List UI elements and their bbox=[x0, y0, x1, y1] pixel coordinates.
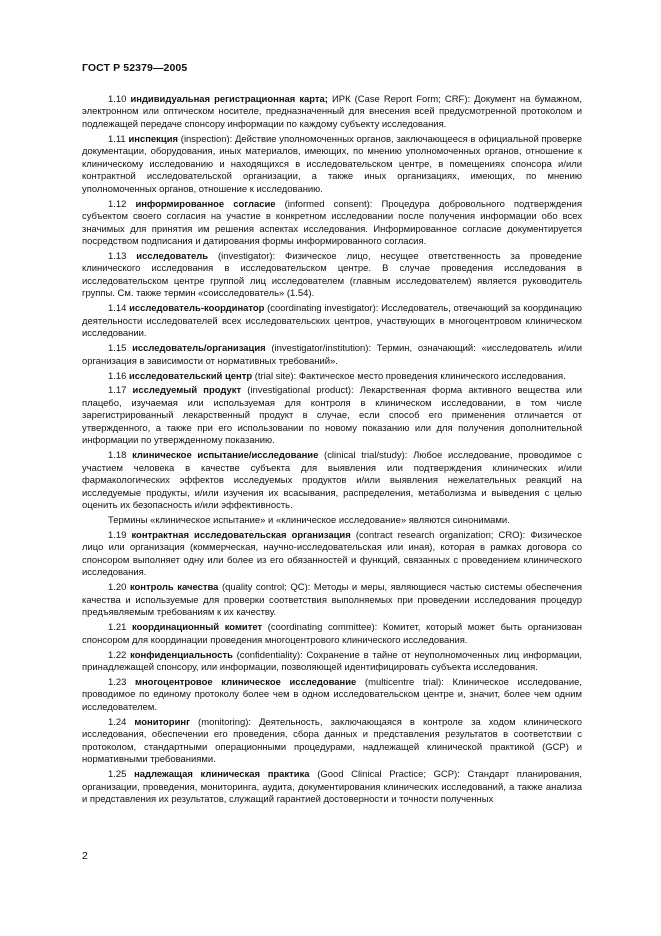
entry-term: исследователь-координатор bbox=[129, 303, 265, 315]
entry-term: контрактная исследовательская организация bbox=[131, 529, 351, 541]
entry-number: 1.15 bbox=[108, 343, 127, 355]
entry-number: 1.20 bbox=[108, 582, 127, 594]
glossary-entry bbox=[82, 677, 582, 714]
glossary-entry bbox=[82, 385, 582, 447]
glossary-entry bbox=[82, 582, 582, 619]
entry-number: 1.24 bbox=[108, 716, 127, 728]
entry-number: 1.18 bbox=[108, 450, 127, 462]
glossary-entry bbox=[82, 199, 582, 249]
glossary-entry bbox=[82, 769, 582, 806]
entry-term: исследователь/организация bbox=[132, 343, 266, 355]
entry-definition: (informed consent): Процедура добровольного подтверждения субъектом своего согласия на участие в конкретном исследовании после получения информации обо всех значимых для принятия им решения аспектах исследования. Информированное согласие документируется посредством подписания и датирования формы информированного согласия. bbox=[82, 198, 582, 247]
glossary-entry bbox=[82, 650, 582, 675]
glossary-entry bbox=[82, 530, 582, 580]
entry-definition: (trial site): Фактическое место проведения клинического исследования. bbox=[252, 370, 566, 382]
entry-definition: (quality control; QC): Методы и меры, являющиеся частью системы обеспечения качества и используемые для проверки соответствия выполняемых при проведении исследования процедур предъявляемым требованиям к их качеству. bbox=[82, 582, 583, 619]
entry-term: инспекция bbox=[128, 133, 179, 145]
entry-term: информированное согласие bbox=[135, 198, 276, 210]
entry-number: 1.11 bbox=[108, 133, 126, 145]
entry-number: 1.23 bbox=[108, 676, 127, 688]
glossary-entry bbox=[82, 94, 582, 131]
glossary-entry bbox=[82, 251, 582, 301]
entry-definition: (inspection): Действие уполномоченных органов, заключающееся в официальной проверке документации, оборудования, иных материалов, имеющих, по мнению уполномоченных органов, отношение к клиническому исследованию и находящихся в исследовательском центре, в помещениях спонсора и/или контрактной исследовательской организации, а также иных организациях, имеющих, по мнению уполномоченных органов, отношение к исследованию. bbox=[82, 133, 583, 195]
document-header: ГОСТ Р 52379—2005 bbox=[82, 62, 188, 74]
entry-definition: (coordinating investigator): Исследователь, отвечающий за координацию деятельности исследователей всех исследовательских центров, участвующих в многоцентровом клиническом исследовании. bbox=[82, 303, 582, 340]
entry-definition: ИРК (Case Report Form; CRF): Документ на бумажном, электронном или оптическом носителе, предназначенный для внесения всей предусмотренной протоколом и подлежащей передаче спонсору информации по каждому субъекту исследования. bbox=[82, 94, 582, 130]
glossary-entry bbox=[82, 371, 582, 383]
entry-number: 1.19 bbox=[108, 529, 127, 541]
entry-term: контроль качества bbox=[129, 582, 219, 594]
glossary-entry bbox=[82, 717, 582, 767]
entry-term: исследователь bbox=[136, 250, 209, 262]
entry-definition: (investigational product): Лекарственная форма активного вещества или плацебо, изучаемая или используемая для контроля в клиническом исследовании, в том числе зарегистрированный лекарственный продукт в случае, если способ его применения отличается от утвержденного, а также при его использовании по новому показанию или для получения дополнительной информации по утвержденному показанию. bbox=[82, 385, 582, 447]
entry-term: исследуемый продукт bbox=[132, 385, 242, 397]
entry-number: 1.17 bbox=[108, 385, 127, 397]
entry-term: мониторинг bbox=[134, 716, 191, 728]
entry-definition: Термины «клиническое испытание» и «клиническое исследование» являются синонимами. bbox=[108, 515, 510, 526]
entry-term: многоцентровое клиническое исследование bbox=[135, 676, 357, 688]
glossary-entry bbox=[82, 343, 582, 368]
entry-definition: (investigator): Физическое лицо, несущее ответственность за проведение клинического исследования в исследовательском центре. В случае проведения исследования в исследовательском центре группой лиц исследователем (главным исследователем) является руководитель группы. См. также термин «соисследователь» (1.54). bbox=[82, 250, 583, 300]
entry-definition: (monitoring): Деятельность, заключающаяся в контроле за ходом клинического исследования, обеспечении его проведения, сбора данных и представления результатов в соответствии с протоколом, стандартными операционными процедурами, надлежащей клинической практикой (GCP) и нормативными требованиями. bbox=[82, 716, 582, 766]
entry-definition: (multicentre trial): Клиническое исследование, проводимое по единому протоколу более чем в одном исследовательском центре и, значит, более чем одним исследователем. bbox=[82, 676, 582, 713]
entry-number: 1.12 bbox=[108, 198, 127, 210]
entry-term: надлежащая клиническая практика bbox=[134, 769, 310, 781]
entry-term: конфиденциальность bbox=[130, 649, 233, 661]
entry-definition: (coordinating committee): Комитет, который может быть организован спонсором для координации проведения многоцентрового клинического исследования. bbox=[82, 622, 583, 646]
entry-definition: (confidentiality): Сохранение в тайне от неуполномоченных лиц информации, принадлежащей спонсору, или информации, позволяющей идентифицировать субъекта исследования. bbox=[82, 649, 583, 673]
entry-number: 1.14 bbox=[108, 303, 127, 315]
entry-definition: (clinical trial/study): Любое исследование, проводимое с участием человека в качестве субъекта для выявления или подтверждения клинических и/или фармакологических эффектов исследуемых продуктов и/или выявления нежелательных реакций на исследуемые продукты, и/или изучения их всасывания, распределения, метаболизма и выведения с целью оценить их безопасность и/или эффективность. bbox=[82, 450, 582, 512]
glossary-entry bbox=[82, 134, 582, 196]
entry-term: исследовательский центр bbox=[129, 370, 253, 382]
glossary-entry bbox=[82, 515, 582, 527]
glossary-entry bbox=[82, 303, 582, 340]
entry-definition: (investigator/institution): Термин, означающий: «исследователь и/или организация в зависимости от нормативных требований». bbox=[82, 343, 582, 367]
entry-term: клиническое испытание/исследование bbox=[132, 450, 319, 462]
glossary-entry bbox=[82, 450, 582, 512]
entry-number: 1.22 bbox=[108, 649, 127, 661]
entry-number: 1.21 bbox=[108, 622, 127, 634]
glossary-entry bbox=[82, 622, 582, 647]
entry-term: индивидуальная регистрационная карта; bbox=[130, 94, 328, 105]
entry-number: 1.16 bbox=[108, 370, 127, 382]
entry-number: 1.13 bbox=[108, 250, 127, 262]
document-body bbox=[82, 94, 582, 809]
page-number: 2 bbox=[82, 850, 88, 862]
entry-term: координационный комитет bbox=[132, 622, 263, 634]
entry-number: 1.10 bbox=[108, 94, 127, 105]
entry-number: 1.25 bbox=[108, 769, 127, 781]
entry-definition: (Good Clinical Practice; GCP): Стандарт планирования, организации, проведения, мониторинга, аудита, документирования клинических исследований, а также анализа и представления их результатов, служащий гарантией достоверности и точности полученных bbox=[82, 769, 583, 806]
entry-definition: (contract research organization; CRO): Физическое лицо или организация (коммерческая, научно-исследовательская или иная), которая в рамках договора со спонсором выполняет одну или более из его обязанностей и функций, связанных с проведением клинического исследования. bbox=[82, 529, 582, 579]
